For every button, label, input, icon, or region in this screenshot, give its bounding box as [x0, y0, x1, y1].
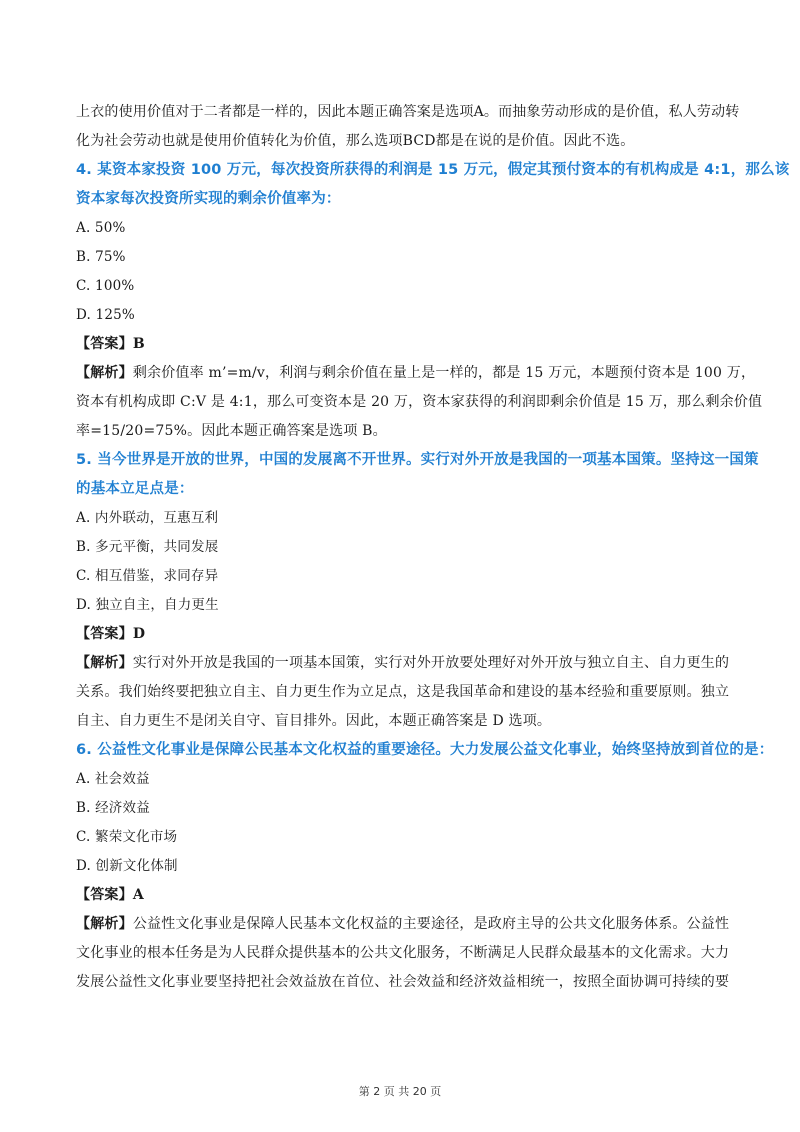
- option-d: D. 创新文化体制: [76, 858, 178, 874]
- answer-line: [76, 330, 728, 359]
- option-b: B. 多元平衡，共同发展: [76, 539, 219, 555]
- analysis-text: 实行对外开放是我国的一项基本国策，实行对外开放要处理好对外开放与独立自主、自力更生的: [132, 655, 730, 671]
- analysis-line: 资本有机构成即 C:V 是 4:1，那么可变资本是 20 万，资本家获得的利润即剩余价值是 15 万，那么剩余价值: [76, 394, 763, 410]
- question-title: 4. 某资本家投资 100 万元，每次投资所获得的利润是 15 万元，假定其预付资本的有机构成是 4:1，那么该: [76, 162, 790, 178]
- option-b: B. 经济效益: [76, 800, 150, 816]
- analysis-text: 公益性文化事业是保障人民基本文化权益的主要途径，是政府主导的公共文化服务体系。公益性: [132, 916, 730, 932]
- question-block-5: [76, 446, 759, 736]
- analysis-line: 化为社会劳动也就是使用价值转化为价值，那么选项BCD都是在说的是价值。因此不选。: [76, 133, 635, 149]
- question-title: 6. 公益性文化事业是保障公民基本文化权益的重要途径。大力发展公益文化事业，始终坚持放到首位的是：: [76, 742, 774, 758]
- answer-line: [76, 620, 728, 649]
- answer-label: 【答案】: [76, 887, 133, 903]
- option-c: C. 相互借鉴，求同存异: [76, 568, 219, 584]
- question-block-6: [76, 736, 774, 997]
- analysis-line: 自主、自力更生不是闭关自守、盲目排外。因此，本题正确答案是 D 选项。: [76, 713, 552, 729]
- answer-label: 【答案】: [76, 626, 133, 642]
- analysis-label: 【解析】: [76, 365, 133, 381]
- answer-label: 【答案】: [76, 336, 133, 352]
- analysis-label: 【解析】: [76, 655, 133, 671]
- option-a: A. 内外联动，互惠互利: [76, 510, 219, 526]
- analysis-line: [76, 649, 728, 678]
- answer-value: B: [132, 336, 145, 352]
- option-a: A. 社会效益: [76, 771, 150, 787]
- analysis-line: 发展公益性文化事业要坚持把社会效益放在首位、社会效益和经济效益相统一，按照全面协调可持续的要: [76, 974, 730, 990]
- option-c: C. 繁荣文化市场: [76, 829, 178, 845]
- analysis-label: 【解析】: [76, 916, 133, 932]
- analysis-line: [76, 910, 728, 939]
- question-title: 资本家每次投资所实现的剩余价值率为：: [76, 191, 341, 207]
- analysis-line: 关系。我们始终要把独立自主、自力更生作为立足点，这是我国革命和建设的基本经验和重要原则。独立: [76, 684, 730, 700]
- answer-value: D: [132, 626, 146, 642]
- page-footer: 第 2 页 共 20 页: [358, 1085, 442, 1098]
- analysis-line: 文化事业的根本任务是为人民群众提供基本的公共文化服务，不断满足人民群众最基本的文化需求。大力: [76, 945, 730, 961]
- option-b: B. 75%: [76, 249, 126, 265]
- answer-line: [76, 881, 728, 910]
- option-d: D. 独立自主，自力更生: [76, 597, 219, 613]
- analysis-text: 剩余价值率 m’=m/v，利润与剩余价值在量上是一样的，都是 15 万元，本题预付资本是 100 万，: [132, 365, 756, 381]
- page-content: [76, 98, 790, 997]
- option-a: A. 50%: [76, 220, 126, 236]
- answer-value: A: [132, 887, 144, 903]
- question-title: 5. 当今世界是开放的世界，中国的发展离不开世界。实行对外开放是我国的一项基本国策。坚持这一国策: [76, 452, 759, 468]
- analysis-line: [76, 359, 756, 388]
- question-block-4: [76, 156, 790, 446]
- question-title: 的基本立足点是：: [76, 481, 194, 497]
- analysis-line: 率=15/20=75%。因此本题正确答案是选项 B。: [76, 423, 387, 439]
- analysis-line: 上衣的使用价值对于二者都是一样的，因此本题正确答案是选项A。而抽象劳动形成的是价值，私人劳动转: [76, 104, 740, 120]
- option-d: D. 125%: [76, 307, 135, 323]
- option-c: C. 100%: [76, 278, 135, 294]
